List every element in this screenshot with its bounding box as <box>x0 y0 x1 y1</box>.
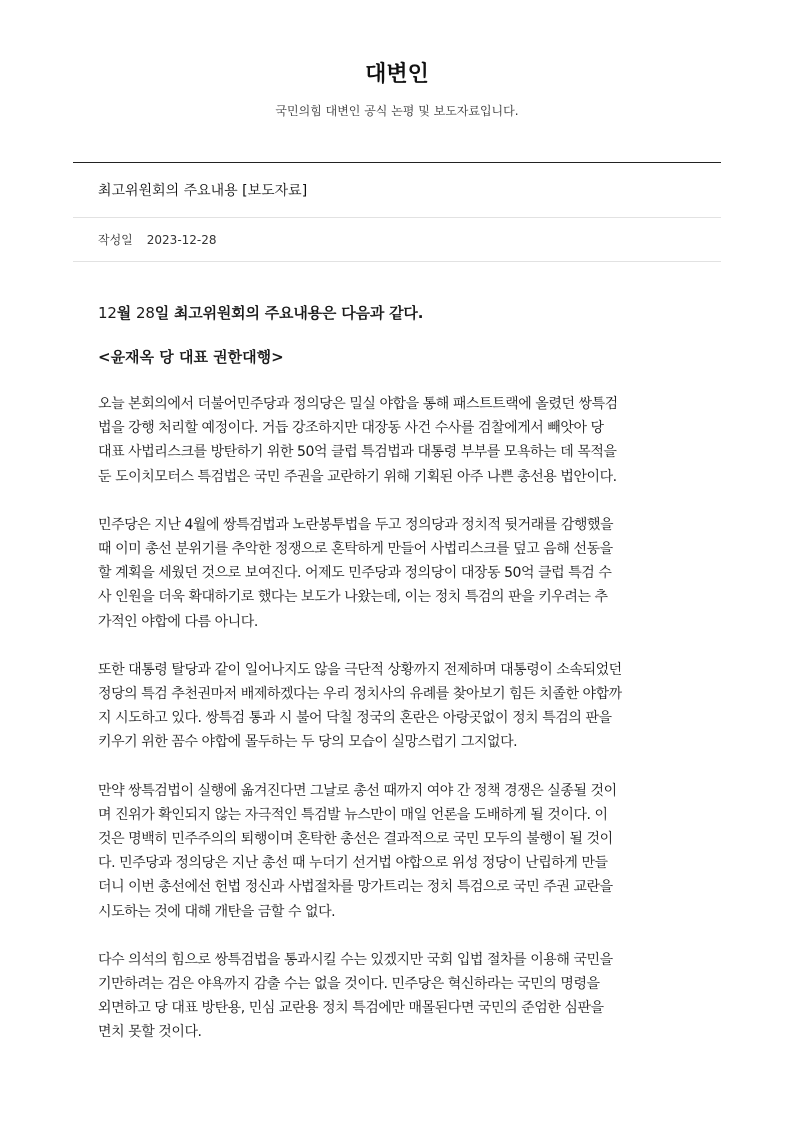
paragraph-line: 민주당은 지난 4월에 쌍특검법과 노란봉투법을 두고 정의당과 정치적 뒷거래를 감행했을 <box>98 516 614 533</box>
paragraph-line: 기만하려는 검은 야욕까지 감출 수는 없을 것이다. 민주당은 혁신하라는 국민의 명령을 <box>98 976 600 993</box>
post-meta <box>98 231 217 249</box>
paragraph-line: 면치 못할 것이다. <box>98 1024 202 1041</box>
paragraph-line: 가적인 야합에 다름 아니다. <box>98 613 258 630</box>
paragraph-line: 정당의 특검 추천권마저 배제하겠다는 우리 정치사의 유례를 찾아보기 힘든 치졸한 야합까 <box>98 686 622 703</box>
paragraph-line: 또한 대통령 탈당과 같이 일어나지도 않을 극단적 상황까지 전제하며 대통령이 소속되었던 <box>98 661 622 678</box>
meta-divider <box>73 261 721 262</box>
paragraph-line: 때 이미 총선 분위기를 추악한 정쟁으로 혼탁하게 만들어 사법리스크를 덮고 음해 선동을 <box>98 541 613 558</box>
paragraph-line: 것은 명백히 민주주의의 퇴행이며 혼탁한 총선은 결과적으로 국민 모두의 불행이 될 것이 <box>98 831 613 848</box>
header-divider <box>73 162 721 163</box>
title-divider <box>73 217 721 218</box>
paragraph-line: 더니 이번 총선에선 헌법 정신과 사법절차를 망가트리는 정치 특검으로 국민 주권 교란을 <box>98 879 613 896</box>
paragraph-line: 외면하고 당 대표 방탄용, 민심 교란용 정치 특검에만 매몰된다면 국민의 준엄한 심판을 <box>98 1000 604 1017</box>
post-title: 최고위원회의 주요내용 [보도자료] <box>98 183 308 199</box>
lead-month: 12 <box>98 304 117 322</box>
paragraph-line: 둔 도이치모터스 특검법은 국민 주권을 교란하기 위해 기획된 아주 나쁜 총선용 법안이다. <box>98 468 617 485</box>
date-label: 작성일 <box>98 233 133 247</box>
lead-rest: 일 최고위원회의 주요내용은 다음과 같다. <box>154 304 424 322</box>
lead-day: 28 <box>136 304 155 322</box>
section-heading: <윤재옥 당 대표 권한대행> <box>98 348 284 366</box>
paragraph-line: 다. 민주당과 정의당은 지난 총선 때 누더기 선거법 야합으로 위성 정당이 난립하게 만들 <box>98 855 608 872</box>
article-body <box>98 302 703 1069</box>
paragraph-line: 지 시도하고 있다. 쌍특검 통과 시 불어 닥칠 정국의 혼란은 아랑곳없이 정치 특검의 판을 <box>98 710 612 727</box>
paragraph <box>98 948 703 1045</box>
paragraph-line: 키우기 위한 꼼수 야합에 몰두하는 두 당의 모습이 실망스럽기 그지없다. <box>98 734 518 751</box>
paragraph-line: 만약 쌍특검법이 실행에 옮겨진다면 그날로 총선 때까지 여야 간 정책 경쟁은 실종될 것이 <box>98 782 617 799</box>
post-date: 2023-12-28 <box>146 233 217 247</box>
paragraph-line: 오늘 본회의에서 더불어민주당과 정의당은 밀실 야합을 통해 패스트트랙에 올렸던 쌍특검 <box>98 396 618 412</box>
lead-sentence <box>98 302 703 324</box>
paragraph <box>98 513 703 634</box>
paragraph-line: 다수 의석의 힘으로 쌍특검법을 통과시킬 수는 있겠지만 국회 입법 절차를 이용해 국민을 <box>98 951 613 968</box>
paragraph-line: 대표 사법리스크를 방탄하기 위한 50억 클럽 특검법과 대통령 부부를 모욕하는 데 목적을 <box>98 444 617 461</box>
paragraph-line: 사 인원을 더욱 확대하기로 했다는 보도가 나왔는데, 이는 정치 특검의 판을 키우려는 추 <box>98 589 608 606</box>
paragraph-line: 법을 강행 처리할 예정이다. 거듭 강조하지만 대장동 사건 수사를 검찰에게서 빼앗아 당 <box>98 420 604 437</box>
paragraph <box>98 779 703 924</box>
paragraph-line: 며 진위가 확인되지 않는 자극적인 특검발 뉴스만이 매일 언론을 도배하게 될 것이다. 이 <box>98 806 608 823</box>
paragraph <box>98 658 703 755</box>
page-subtitle: 국민의힘 대변인 공식 논평 및 보도자료입니다. <box>275 104 519 118</box>
paragraph-line: 할 계획을 세웠던 것으로 보여진다. 어제도 민주당과 정의당이 대장동 50억 클럽 특검 수 <box>98 565 612 582</box>
paragraph <box>98 392 703 489</box>
paragraph-line: 시도하는 것에 대해 개탄을 금할 수 없다. <box>98 903 336 920</box>
page-title: 대변인 <box>365 62 429 87</box>
lead-month-unit: 월 <box>116 304 136 322</box>
